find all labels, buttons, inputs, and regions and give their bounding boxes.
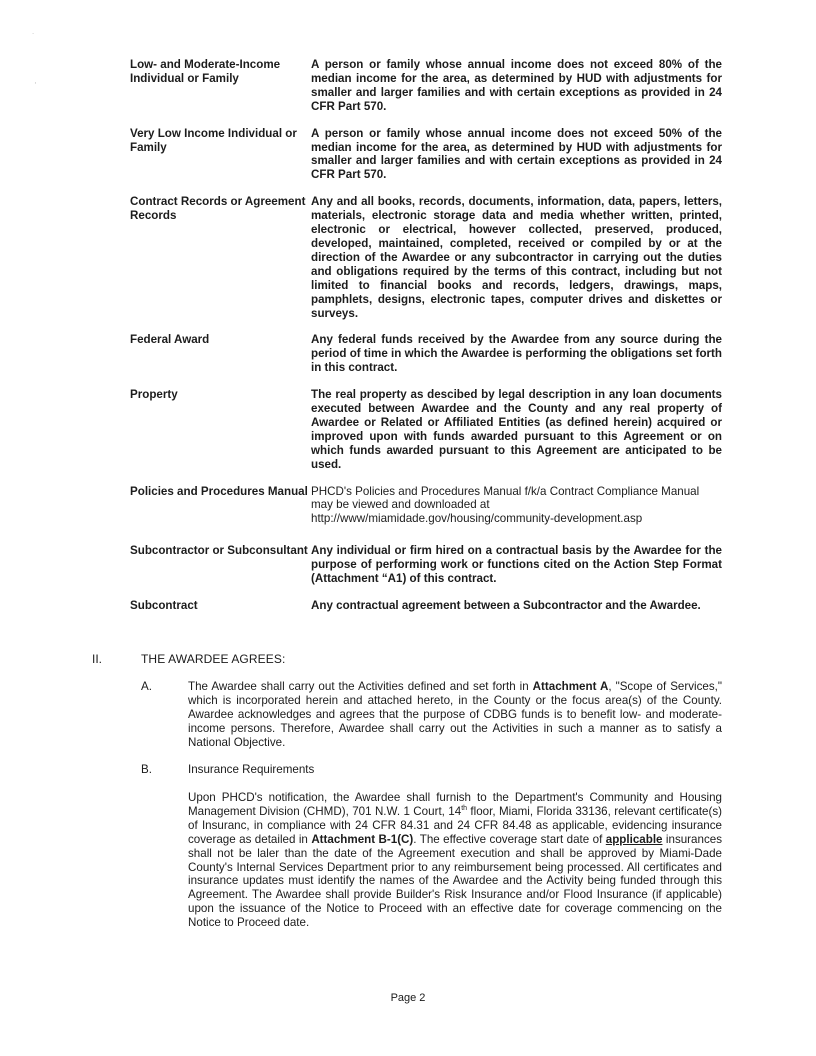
definition-term: Policies and Procedures Manual xyxy=(130,484,308,498)
definition-text: Any contractual agreement between a Subcontractor and the Awardee. xyxy=(311,599,701,612)
item-b-superscript: th xyxy=(461,805,468,813)
definition-term: Very Low Income Individual or Family xyxy=(130,126,297,154)
item-b-underlined: applicable xyxy=(605,832,663,846)
item-a-text: , "Scope of Services," which is incorporated herein and attached hereto, in the County or the focus area(s) of the County. Awardee acknowledges and agrees that the purpose of CDBG funds is to benefit low- and moderate-income persons. Therefore, Awardee shall carry out the Activities in such a manner as to satisfy a National Objective. xyxy=(188,680,722,749)
manual-line: may be viewed and downloaded at xyxy=(311,498,490,512)
item-b-heading: Insurance Requirements xyxy=(188,763,315,776)
item-b-text: . The effective coverage start date of xyxy=(413,832,606,846)
definition-row xyxy=(130,599,722,613)
item-b-text: insurances shall not be laler than the date of the Agreement execution and shall be approved by Miami-Dade County's Internal Services Department prior to any reimbursement being processed. All certificates and insurance updates must identify the names of the Awardee and the Activity being funded through this Agreement. The Awardee shall provide Builder's Risk Insurance and/or Flood Insurance (if applicable) upon the issuance of the Notice to Proceed with an effective date for coverage commencing on the Notice to Proceed date. xyxy=(188,832,722,930)
item-a-bold: Attachment A xyxy=(532,680,609,693)
item-b-text: floor, Miami, Florida 33136, relevant certificate(s) of Insuranc, in compliance with 24 CFR 84.31 and 24 CFR 84.48 as applicable, evidencing insurance coverage as detailed in xyxy=(188,804,723,846)
definition-row xyxy=(130,388,722,471)
manual-url: http://www/miamidade.gov/housing/community-development.asp xyxy=(311,512,643,526)
item-a-text: The Awardee shall carry out the Activities defined and set forth in xyxy=(188,680,533,693)
scan-mark-icon: ‧ xyxy=(34,78,37,88)
definition-row xyxy=(130,58,722,114)
definition-text: Any and all books, records, documents, information, data, papers, letters, materials, electronic storage data and media whether written, printed, electronic or electrical, however collected, preserved, produced, developed, maintained, completed, received or compiled by or at the direction of the Awardee or any subcontractor in carrying out the duties and obligations required by the terms of this contract, including but not limited to financial books and records, ledgers, drawings, maps, pamphlets, designs, electronic tapes, computer drives and diskettes or surveys. xyxy=(311,195,722,320)
page-number: Page 2 xyxy=(390,992,426,1004)
section-number: II. xyxy=(92,652,103,666)
definition-row xyxy=(130,485,722,527)
definition-term: Federal Award xyxy=(130,333,210,347)
definition-row xyxy=(130,127,722,183)
definition-row xyxy=(130,544,722,586)
definition-term: Subcontractor or Subconsultant xyxy=(130,544,308,558)
definition-text: Any individual or firm hired on a contractual basis by the Awardee for the purpose of performing work or functions cited on the Action Step Format (Attachment “A1) of this contract. xyxy=(311,544,722,586)
definition-row xyxy=(130,195,722,320)
item-b-text: Upon PHCD's notification, the Awardee shall furnish to the Department's Community and Housing Management Division (CHMD), 701 N.W. 1 Court, 14 xyxy=(188,791,722,818)
definition-text: A person or family whose annual income does not exceed 80% of the median income for the area, as determined by HUD with adjustments for smaller and larger families and with certain exceptions as provided in 24 CFR Part 570. xyxy=(311,58,722,113)
definition-text: Any federal funds received by the Awardee from any source during the period of time in which the Awardee is performing the obligations set forth in this contract. xyxy=(311,333,722,375)
manual-line: PHCD's Policies and Procedures Manual f/k/a Contract Compliance Manual xyxy=(311,484,700,498)
section-title: THE AWARDEE AGREES: xyxy=(141,652,286,666)
item-b-bold: Attachment B-1(C) xyxy=(311,832,414,846)
item-letter: A. xyxy=(141,680,152,693)
scan-mark-icon: ˙ xyxy=(32,32,35,42)
definition-term: Subcontract xyxy=(130,599,198,612)
definition-text xyxy=(311,485,722,527)
definitions-table xyxy=(130,58,722,626)
definition-row xyxy=(130,333,722,375)
item-a-paragraph xyxy=(188,680,722,750)
definition-term: Property xyxy=(130,388,178,402)
definition-text: The real property as descibed by legal description in any loan documents executed between Awardee and the County and any real property of Awardee or Related or Affiliated Entities (as defined herein) acquired or improved upon with funds awarded pursuant to this Agreement or on which funds awarded pursuant to this Agreement are anticipated to be used. xyxy=(311,388,722,471)
definition-term: Contract Records or Agreement Records xyxy=(130,195,306,223)
item-letter: B. xyxy=(141,763,152,776)
item-b-paragraph xyxy=(188,791,722,930)
definition-term: Low- and Moderate-Income Individual or Family xyxy=(130,58,281,85)
definition-text: A person or family whose annual income does not exceed 50% of the median income for the area, as determined by HUD with adjustments for smaller and larger families and with certain exceptions as provided in 24 CFR Part 570. xyxy=(311,126,722,182)
